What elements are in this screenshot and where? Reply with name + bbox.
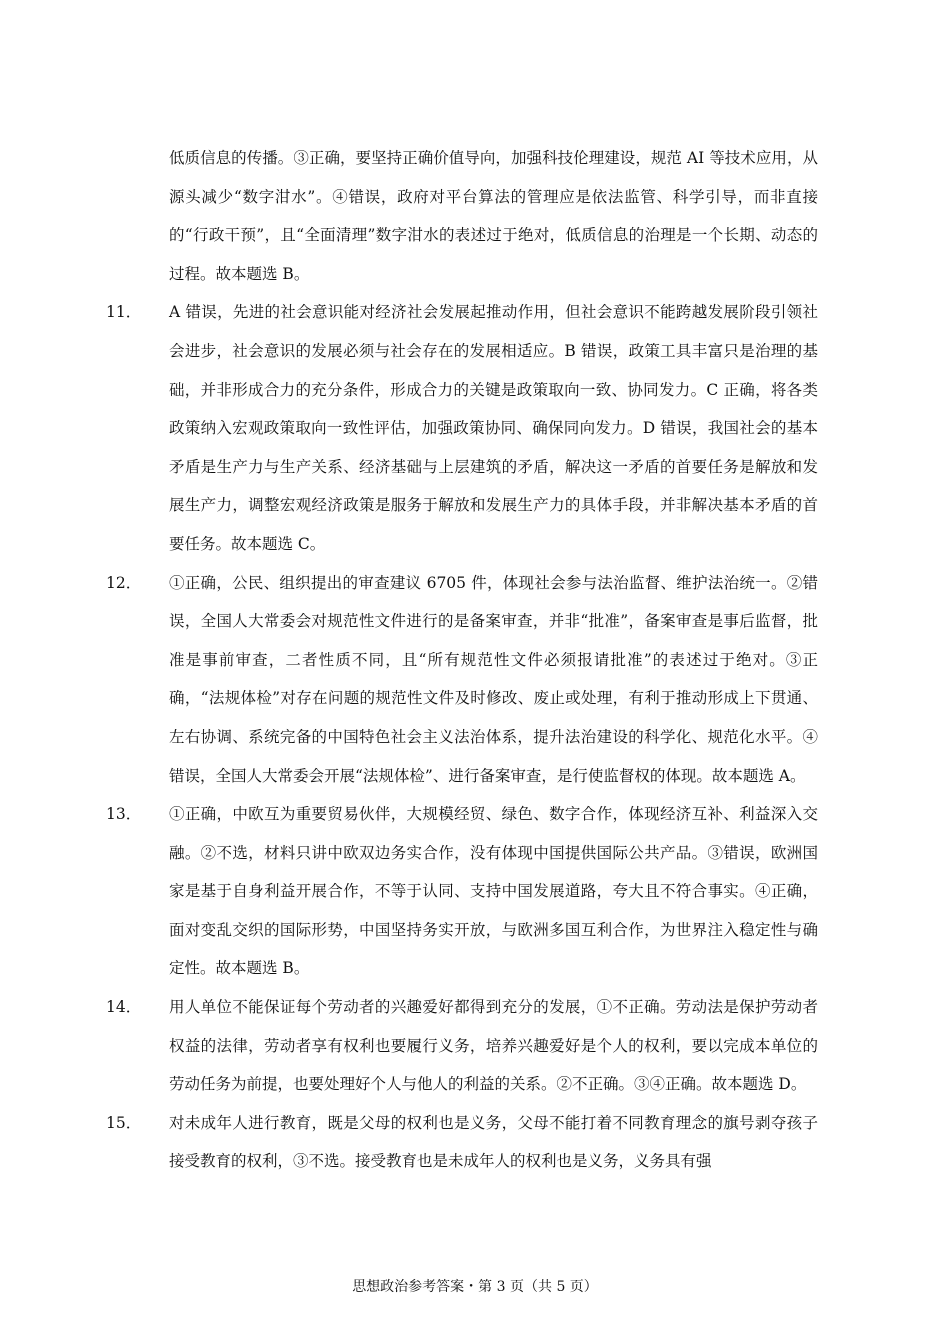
answer-paragraph-13 <box>106 795 818 988</box>
paragraph-text: 对未成年人进行教育，既是父母的权利也是义务，父母不能打着不同教育理念的旗号剥夺孩子接受教育的权利，③不选。接受教育也是未成年人的权利也是义务，义务具有强 <box>169 1113 818 1171</box>
answer-paragraph-15 <box>106 1104 818 1181</box>
paragraph-text: 用人单位不能保证每个劳动者的兴趣爱好都得到充分的发展，①不正确。劳动法是保护劳动者权益的法律，劳动者享有权利也要履行义务，培养兴趣爱好是个人的权利，要以完成本单位的劳动任务为前提，也要处理好个人与他人的利益的关系。②不正确。③④正确。故本题选 D。 <box>169 998 818 1094</box>
answer-paragraph-12 <box>106 564 818 796</box>
answer-paragraph-11 <box>106 293 818 563</box>
page-footer: 思想政治参考答案・第 3 页（共 5 页） <box>352 1279 598 1295</box>
paragraph-text: A 错误，先进的社会意识能对经济社会发展起推动作用，但社会意识不能跨越发展阶段引领社会进步，社会意识的发展必须与社会存在的发展相适应。B 错误，政策工具丰富只是治理的基础，并非形成合力的充分条件，形成合力的关键是政策取向一致、协同发力。C 正确，将各类政策纳入宏观政策取向一致性评估，加强政策协同、确保同向发力。D 错误，我国社会的基本矛盾是生产力与生产关系、经济基础与上层建筑的矛盾，解决这一矛盾的首要任务是解放和发展生产力，调整宏观经济政策是服务于解放和发展生产力的具体手段，并非解决基本矛盾的首要任务。故本题选 C。 <box>169 303 818 553</box>
paragraph-text: ①正确，中欧互为重要贸易伙伴，大规模经贸、绿色、数字合作，体现经济互补、利益深入交融。②不选，材料只讲中欧双边务实合作，没有体现中国提供国际公共产品。③错误，欧洲国家是基于自身利益开展合作，不等于认同、支持中国发展道路，夸大且不符合事实。④正确，面对变乱交织的国际形势，中国坚持务实开放，与欧洲多国互利合作，为世界注入稳定性与确定性。故本题选 B。 <box>169 805 818 978</box>
answer-paragraph-14 <box>106 988 818 1104</box>
paragraph-text: 低质信息的传播。③正确，要坚持正确价值导向，加强科技伦理建设，规范 AI 等技术应用，从源头减少“数字泔水”。④错误，政府对平台算法的管理应是依法监管、科学引导，而非直接的“行政干预”，且“全面清理”数字泔水的表述过于绝对，低质信息的治理是一个长期、动态的过程。故本题选 B。 <box>169 149 818 283</box>
question-number: 14． <box>106 998 142 1017</box>
answer-content <box>106 139 818 1181</box>
question-number: 11． <box>106 303 142 322</box>
answer-paragraph-continued <box>138 139 818 293</box>
paragraph-text: ①正确，公民、组织提出的审查建议 6705 件，体现社会参与法治监督、维护法治统一。②错误，全国人大常委会对规范性文件进行的是备案审查，并非“批准”，备案审查是事后监督，批准是事前审查，二者性质不同，且“所有规范性文件必须报请批准”的表述过于绝对。③正确，“法规体检”对存在问题的规范性文件及时修改、废止或处理，有利于推动形成上下贯通、左右协调、系统完备的中国特色社会主义法治体系，提升法治建设的科学化、规范化水平。④错误，全国人大常委会开展“法规体检”、进行备案审查，是行使监督权的体现。故本题选 A。 <box>169 573 818 785</box>
question-number: 15． <box>106 1113 142 1132</box>
question-number: 12． <box>106 573 142 592</box>
question-number: 13． <box>106 805 142 824</box>
